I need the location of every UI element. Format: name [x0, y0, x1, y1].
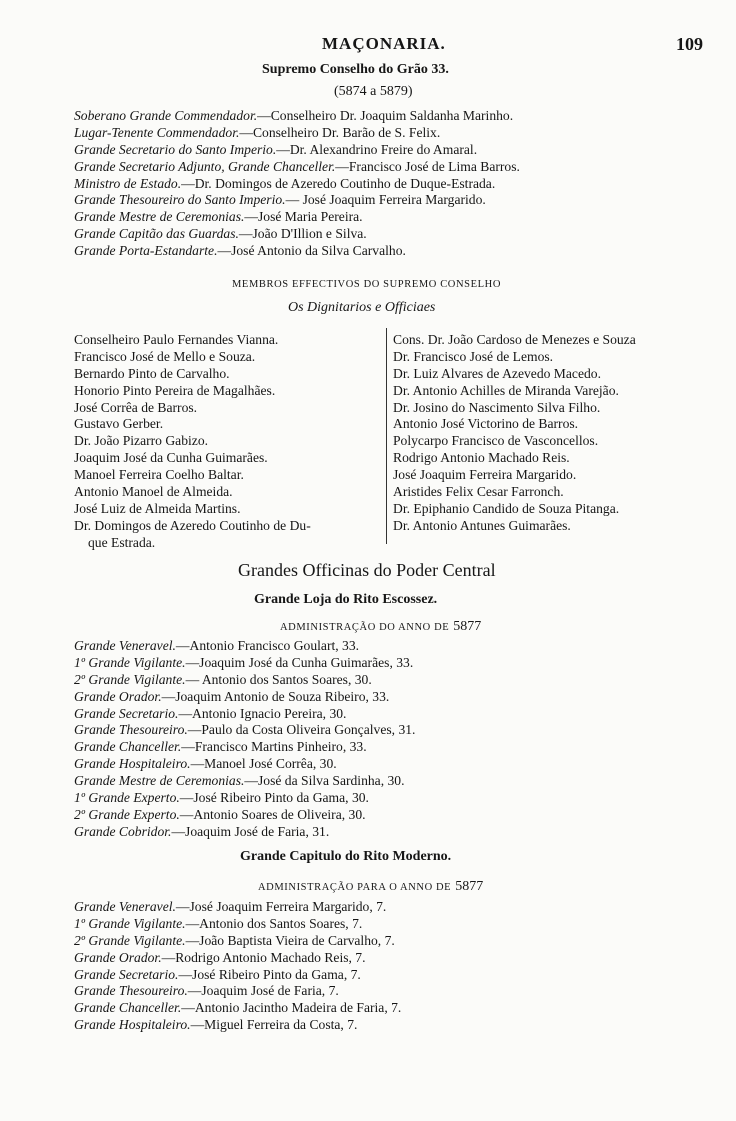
entry-name: —João D'Illion e Silva. — [238, 226, 367, 242]
capitulo-entry — [74, 967, 401, 984]
entry-title: Grande Veneravel. — [74, 899, 176, 914]
loja-entry — [74, 756, 415, 773]
loja-entry — [74, 739, 415, 756]
capitulo-entry — [74, 983, 401, 1000]
entry-name: —Dr. Domingos de Azeredo Coutinho de Duque-Estrada. — [181, 175, 496, 191]
supremo-entry — [74, 243, 520, 260]
capitulo-entry — [74, 899, 401, 916]
entry-name: —José Joaquim Ferreira Margarido, 7. — [175, 899, 387, 914]
member-name: Cons. Dr. João Cardoso de Menezes e Souza — [393, 332, 636, 347]
entry-title: 2º Grande Vigilante. — [74, 671, 186, 687]
capitulo-admin-line — [258, 877, 483, 895]
entry-name: —Conselheiro Dr. Barão de S. Felix. — [239, 124, 441, 140]
member-name: Dr. João Pizarro Gabizo. — [74, 433, 209, 449]
capitulo-entry — [74, 1017, 401, 1034]
entry-name: —José Maria Pereira. — [244, 209, 363, 225]
supremo-entries — [74, 108, 520, 260]
member-name: Antonio José Victorino de Barros. — [393, 416, 579, 432]
entry-title: Grande Thesoureiro. — [74, 722, 188, 738]
entry-title: Lugar-Tenente Commendador. — [74, 124, 240, 140]
entry-name: —Francisco Martins Pinheiro, 33. — [181, 739, 367, 755]
supremo-entry — [74, 209, 520, 226]
membros-left-column — [74, 332, 384, 552]
loja-entry — [74, 638, 415, 655]
loja-entry — [74, 722, 415, 739]
member-name: Dr. Josino do Nascimento Silva Filho. — [393, 399, 601, 415]
entry-title: Grande Secretario do Santo Imperio. — [74, 141, 277, 157]
entry-title: Grande Secretario. — [74, 966, 179, 982]
supremo-entry — [74, 176, 520, 193]
capitulo-entry — [74, 1000, 401, 1017]
member-name: Dr. Epiphanio Candido de Souza Pitanga. — [393, 500, 620, 516]
entry-name: —Manoel José Corrêa, 30. — [190, 756, 337, 772]
membros-heading: MEMBROS EFFECTIVOS DO SUPREMO CONSELHO — [232, 279, 502, 290]
capitulo-admin-year: 5877 — [455, 879, 484, 894]
entry-title: Grande Veneravel. — [74, 638, 176, 653]
entry-title: Grande Chanceller. — [74, 739, 182, 755]
entry-title: 1º Grande Vigilante. — [74, 915, 186, 931]
entry-name: —Joaquim Antonio de Souza Ribeiro, 33. — [161, 688, 390, 704]
entry-name: —Rodrigo Antonio Machado Reis, 7. — [161, 949, 366, 965]
capitulo-entries — [74, 899, 401, 1034]
loja-entry — [74, 706, 415, 723]
entry-title: Grande Secretario. — [74, 705, 179, 721]
member-name: Dr. Francisco José de Lemos. — [393, 348, 554, 364]
entry-title: Grande Thesoureiro do Santo Imperio. — [74, 192, 286, 208]
member-name: Dr. Antonio Achilles de Miranda Varejão. — [393, 382, 619, 398]
entry-title: Grande Thesoureiro. — [74, 983, 188, 999]
loja-entries — [74, 638, 415, 841]
member-name: Dr. Antonio Antunes Guimarães. — [393, 517, 571, 533]
grandes-officinas-heading: Grandes Officinas do Poder Central — [238, 560, 496, 580]
entry-name: — Antonio dos Santos Soares, 30. — [185, 671, 372, 687]
membros-subheading: Os Dignitarios e Officiaes — [288, 300, 436, 315]
entry-name: —José Antonio da Silva Carvalho. — [217, 243, 406, 259]
supremo-years: (5874 a 5879) — [334, 84, 413, 99]
loja-entry — [74, 773, 415, 790]
member-name: Rodrigo Antonio Machado Reis. — [393, 450, 570, 466]
member-name: Antonio Manoel de Almeida. — [74, 484, 233, 500]
entry-name: —José Ribeiro Pinto da Gama, 7. — [178, 966, 361, 982]
entry-title: Grande Mestre de Ceremonias. — [74, 773, 245, 789]
entry-name: —Joaquim José de Faria, 31. — [171, 823, 330, 839]
member-name: Honorio Pinto Pereira de Magalhães. — [74, 382, 276, 398]
entry-name: —Conselheiro Dr. Joaquim Saldanha Marinho. — [257, 108, 514, 123]
entry-title: Grande Mestre de Ceremonias. — [74, 209, 245, 225]
capitulo-entry — [74, 950, 401, 967]
loja-entry — [74, 655, 415, 672]
supremo-heading: Supremo Conselho do Grão 33. — [262, 62, 449, 77]
entry-name: —João Baptista Vieira de Carvalho, 7. — [185, 932, 395, 948]
member-name: Dr. Domingos de Azeredo Coutinho de Du- — [74, 517, 311, 533]
member-name: Aristides Felix Cesar Farronch. — [393, 484, 564, 500]
entry-name: —Paulo da Costa Oliveira Gonçalves, 31. — [187, 722, 416, 738]
entry-title: Grande Cobridor. — [74, 823, 172, 839]
entry-title: Soberano Grande Commendador. — [74, 108, 258, 123]
entry-title: Ministro de Estado. — [74, 175, 182, 191]
entry-title: Grande Hospitaleiro. — [74, 1017, 191, 1033]
loja-admin-line — [280, 617, 481, 635]
supremo-entry — [74, 192, 520, 209]
member-name: Gustavo Gerber. — [74, 416, 164, 432]
entry-title: Grande Orador. — [74, 688, 162, 704]
loja-entry — [74, 689, 415, 706]
column-divider — [386, 328, 387, 544]
entry-name: —Joaquim José de Faria, 7. — [187, 983, 339, 999]
supremo-entry — [74, 226, 520, 243]
entry-title: Grande Hospitaleiro. — [74, 756, 191, 772]
entry-title: Grande Secretario Adjunto, Grande Chanceller. — [74, 158, 336, 174]
capitulo-entry — [74, 916, 401, 933]
entry-title: 1º Grande Experto. — [74, 790, 180, 806]
entry-name: —Dr. Alexandrino Freire do Amaral. — [276, 141, 478, 157]
supremo-entry — [74, 159, 520, 176]
member-name: Conselheiro Paulo Fernandes Vianna. — [74, 332, 279, 347]
entry-title: Grande Chanceller. — [74, 1000, 182, 1016]
loja-admin-year: 5877 — [453, 619, 482, 634]
capitulo-heading: Grande Capitulo do Rito Moderno. — [240, 849, 452, 864]
entry-name: —José Ribeiro Pinto da Gama, 30. — [179, 790, 369, 806]
entry-name: —Antonio dos Santos Soares, 7. — [185, 915, 363, 931]
page-number: 109 — [676, 34, 703, 54]
loja-entry — [74, 790, 415, 807]
member-name: Polycarpo Francisco de Vasconcellos. — [393, 433, 599, 449]
membros-right-column — [393, 332, 713, 535]
supremo-entry — [74, 125, 520, 142]
running-header-title: MAÇONARIA. — [322, 34, 446, 53]
entry-title: Grande Porta-Estandarte. — [74, 243, 218, 259]
entry-title: 1º Grande Vigilante. — [74, 654, 186, 670]
member-name: Joaquim José da Cunha Guimarães. — [74, 450, 268, 466]
member-name: José Corrêa de Barros. — [74, 399, 198, 415]
loja-entry — [74, 824, 415, 841]
member-name: José Joaquim Ferreira Margarido. — [393, 467, 577, 483]
loja-entry — [74, 807, 415, 824]
loja-heading: Grande Loja do Rito Escossez. — [254, 592, 438, 607]
entry-name: —Antonio Soares de Oliveira, 30. — [179, 806, 366, 822]
entry-name: —Miguel Ferreira da Costa, 7. — [190, 1017, 358, 1033]
entry-title: 2º Grande Vigilante. — [74, 932, 186, 948]
supremo-entry — [74, 108, 520, 125]
member-name: Manoel Ferreira Coelho Baltar. — [74, 467, 244, 483]
entry-name: —Joaquim José da Cunha Guimarães, 33. — [185, 654, 414, 670]
capitulo-admin-prefix: ADMINISTRAÇÃO PARA O ANNO DE — [258, 882, 452, 893]
member-name: Bernardo Pinto de Carvalho. — [74, 365, 230, 381]
entry-name: — José Joaquim Ferreira Margarido. — [285, 192, 486, 208]
capitulo-entry — [74, 933, 401, 950]
entry-title: 2º Grande Experto. — [74, 806, 180, 822]
supremo-entry — [74, 142, 520, 159]
loja-admin-prefix: ADMINISTRAÇÃO DO ANNO DE — [280, 622, 450, 633]
loja-entry — [74, 672, 415, 689]
member-name: que Estrada. — [88, 534, 156, 550]
entry-name: —José da Silva Sardinha, 30. — [244, 773, 405, 789]
entry-title: Grande Orador. — [74, 949, 162, 965]
member-name: Francisco José de Mello e Souza. — [74, 348, 256, 364]
entry-name: —Antonio Jacintho Madeira de Faria, 7. — [181, 1000, 402, 1016]
member-name: José Luiz de Almeida Martins. — [74, 500, 241, 516]
entry-name: —Antonio Francisco Goulart, 33. — [175, 638, 360, 653]
entry-name: —Francisco José de Lima Barros. — [335, 158, 520, 174]
entry-name: —Antonio Ignacio Pereira, 30. — [178, 705, 347, 721]
member-name: Dr. Luiz Alvares de Azevedo Macedo. — [393, 365, 601, 381]
entry-title: Grande Capitão das Guardas. — [74, 226, 239, 242]
